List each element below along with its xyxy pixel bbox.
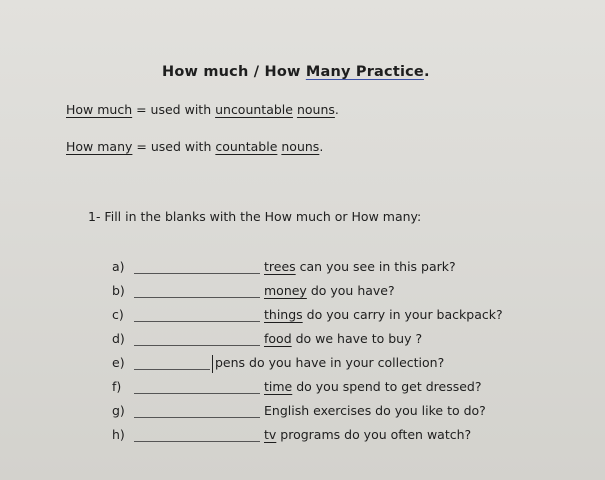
item-noun: trees	[264, 259, 296, 274]
rule-text: = used with	[132, 102, 216, 117]
exercise-item-c	[112, 307, 582, 327]
rule-term: How much	[66, 102, 133, 117]
item-rest: do we have to buy ?	[291, 331, 423, 346]
item-sentence	[264, 283, 395, 298]
exercise-item-g	[112, 403, 582, 423]
item-rest: English exercises do you like to do?	[264, 403, 486, 418]
exercise-item-h	[112, 427, 582, 447]
exercise-instruction: 1- Fill in the blanks with the How much or How many:	[88, 209, 422, 224]
item-letter: f)	[112, 379, 122, 394]
answer-blank[interactable]	[134, 417, 260, 418]
item-letter: g)	[112, 403, 125, 418]
worksheet-title	[162, 64, 430, 80]
text-cursor	[212, 355, 213, 373]
exercise-item-e	[112, 355, 582, 375]
rule-kind: countable	[215, 139, 278, 154]
exercise-item-b	[112, 283, 582, 303]
exercise-item-f	[112, 379, 582, 399]
item-rest: programs do you often watch?	[276, 427, 472, 442]
item-letter: a)	[112, 259, 125, 274]
item-sentence	[264, 307, 503, 322]
item-noun: tv	[264, 427, 277, 442]
answer-blank[interactable]	[134, 369, 210, 370]
item-letter: c)	[112, 307, 124, 322]
rule-noun: nouns	[296, 102, 335, 117]
item-rest: pens do you have in your collection?	[215, 355, 445, 370]
item-rest: do you carry in your backpack?	[302, 307, 503, 322]
item-rest: can you see in this park?	[295, 259, 456, 274]
rule-how-many	[66, 139, 323, 154]
item-noun: time	[264, 379, 293, 394]
answer-blank[interactable]	[134, 345, 260, 346]
rule-noun: nouns	[281, 139, 320, 154]
item-noun: money	[264, 283, 307, 298]
item-rest: do you have?	[306, 283, 395, 298]
answer-blank[interactable]	[134, 297, 260, 298]
item-sentence	[264, 259, 456, 274]
item-letter: d)	[112, 331, 125, 346]
exercise-item-d	[112, 331, 582, 351]
title-emphasis: Many Practice	[305, 64, 424, 80]
item-letter: b)	[112, 283, 125, 298]
item-sentence	[264, 427, 471, 442]
title-prefix: How much / How	[162, 64, 306, 80]
rule-end: .	[334, 102, 339, 117]
rule-kind: uncountable	[215, 102, 293, 117]
rule-how-much	[66, 102, 339, 117]
answer-blank[interactable]	[134, 441, 260, 442]
title-suffix: .	[423, 64, 430, 80]
item-sentence	[215, 355, 444, 370]
answer-blank[interactable]	[134, 393, 260, 394]
item-sentence	[264, 331, 422, 346]
rule-text: = used with	[132, 139, 216, 154]
rule-end: .	[319, 139, 324, 154]
answer-blank[interactable]	[134, 321, 260, 322]
item-noun: things	[264, 307, 303, 322]
item-rest: do you spend to get dressed?	[292, 379, 482, 394]
item-sentence	[264, 379, 481, 394]
item-letter: h)	[112, 427, 125, 442]
item-sentence	[264, 403, 486, 418]
exercise-item-a	[112, 259, 582, 279]
rule-term: How many	[66, 139, 133, 154]
item-letter: e)	[112, 355, 125, 370]
answer-blank[interactable]	[134, 273, 260, 274]
item-noun: food	[264, 331, 292, 346]
